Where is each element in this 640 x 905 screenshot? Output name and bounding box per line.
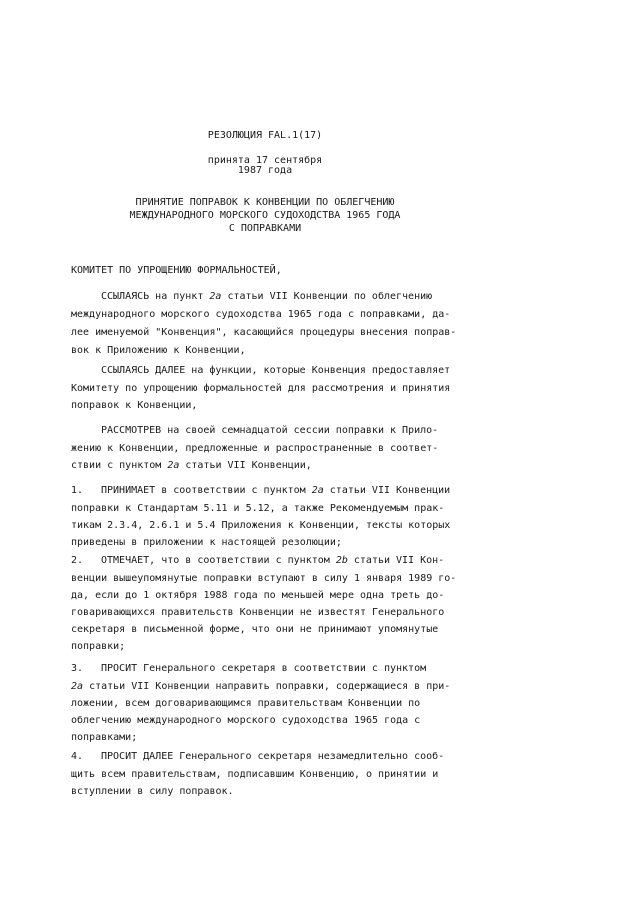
text-run: статьи VII Кон-: [347, 555, 445, 566]
item-3-line-5: поправками;: [71, 732, 138, 743]
subparagraph-ref: 2a: [167, 460, 180, 471]
preamble-2-line-1: ССЫЛАЯСЬ ДАЛЕЕ на функции, которые Конвенция предоставляет: [101, 365, 451, 376]
item-4-line-1: ПРОСИТ ДАЛЕЕ Генерального секретаря незамедлительно сооб-: [101, 751, 445, 762]
resolution-title-line-3: С ПОПРАВКАМИ: [228, 223, 302, 234]
item-3-line-4: облегчению международного морского судоходства 1965 года с: [71, 715, 421, 726]
subparagraph-ref: 2a: [209, 291, 222, 302]
preamble-1-line-3: лее именуемой "Конвенция", касающийся процедуры внесения поправ-: [71, 327, 457, 338]
preamble-1-line-2: международного морского судоходства 1965 года с поправками, да-: [71, 309, 451, 320]
adoption-year: 1987 года: [237, 165, 293, 176]
item-1-line-3: тикам 2.3.4, 2.6.1 и 5.4 Приложения к Конвенции, тексты которых: [71, 520, 451, 531]
item-3-line-2: [71, 678, 450, 695]
resolution-number: РЕЗОЛЮЦИЯ FAL.1(17): [207, 130, 323, 141]
item-1-number: 1.: [71, 485, 84, 496]
text-run: статьи VII Конвенции: [323, 485, 451, 496]
preamble-2-line-2: Комитету по упрощению формальностей для рассмотрения и принятия: [71, 383, 451, 394]
subparagraph-ref: 2a: [311, 485, 324, 496]
item-4-line-3: вступлении в силу поправок.: [71, 786, 234, 797]
subparagraph-ref: 2b: [335, 555, 348, 566]
text-run: ПРИНИМАЕТ в соответствии с пунктом: [101, 485, 312, 496]
item-1-line-4: приведены в приложении к настоящей резолюции;: [71, 537, 342, 548]
preamble-3-line-2: жению к Конвенции, предложенные и распространенные в соответ-: [71, 443, 439, 454]
item-1-line-1: [101, 482, 450, 499]
item-2-line-4: говаривающихся правительств Конвенции не известят Генерального: [71, 607, 445, 618]
item-2-line-5: секретаря в письменной форме, что они не принимают упомянутые: [71, 624, 439, 635]
committee-name: КОМИТЕТ ПО УПРОЩЕНИЮ ФОРМАЛЬНОСТЕЙ,: [71, 265, 282, 276]
text-run: ствии с пунктом: [71, 460, 168, 471]
item-2-number: 2.: [71, 555, 84, 566]
preamble-2-line-3: поправок к Конвенции,: [71, 400, 198, 411]
preamble-1-line-1: [101, 288, 432, 305]
item-2-line-2: венции вышеупомянутые поправки вступают в силу 1 января 1989 го-: [71, 573, 457, 584]
item-4-line-2: щить всем правительствам, подписавшим Конвенцию, о принятии и: [71, 769, 439, 780]
item-4-number: 4.: [71, 751, 84, 762]
text-run: ССЫЛАЯСЬ на пункт: [101, 291, 210, 302]
text-run: статьи VII Конвенции,: [179, 460, 312, 471]
text-run: статьи VII Конвенции направить поправки, содержащиеся в при-: [83, 681, 451, 692]
adoption-date: принята 17 сентября: [207, 155, 323, 166]
item-3-line-3: ложении, всем договаривающимся правительствам Конвенции по: [71, 698, 421, 709]
item-2-line-3: да, если до 1 октября 1988 года по меньшей мере одна треть до-: [71, 590, 445, 601]
item-3-line-1: ПРОСИТ Генерального секретаря в соответствии с пунктом: [101, 663, 427, 674]
item-2-line-6: поправки;: [71, 641, 126, 652]
subparagraph-ref: 2a: [71, 681, 84, 692]
item-3-number: 3.: [71, 663, 84, 674]
preamble-3-line-1: РАССМОТРЕВ на своей семнадцатой сессии поправки к Прило-: [101, 425, 439, 436]
item-2-line-1: [101, 552, 444, 569]
resolution-title-line-2: МЕЖДУНАРОДНОГО МОРСКОГО СУДОХОДСТВА 1965 ГОДА: [129, 210, 401, 221]
text-run: ОТМЕЧАЕТ, что в соответствии с пунктом: [101, 555, 336, 566]
item-1-line-2: поправки к Стандартам 5.11 и 5.12, а также Рекомендуемым прак-: [71, 503, 445, 514]
text-run: статьи VII Конвенции по облегчению: [221, 291, 433, 302]
preamble-3-line-3: [71, 457, 312, 474]
preamble-1-line-4: вок к Приложению к Конвенции,: [71, 345, 246, 356]
resolution-title-line-1: ПРИНЯТИЕ ПОПРАВОК К КОНВЕНЦИИ ПО ОБЛЕГЧЕНИЮ: [135, 197, 395, 208]
